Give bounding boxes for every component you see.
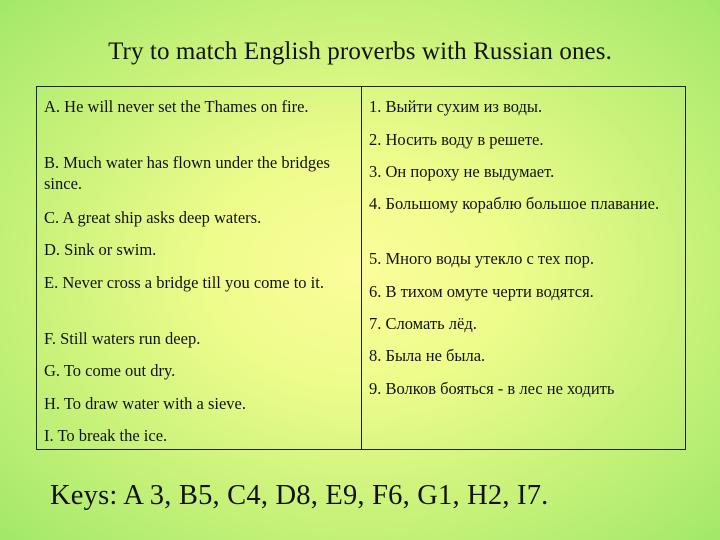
english-proverb-h: H. To draw water with a sieve. xyxy=(44,394,246,413)
russian-proverb-9: 9. Волков бояться - в лес не ходить xyxy=(369,379,615,398)
column-divider xyxy=(361,87,362,449)
russian-proverb-3: 3. Он пороху не выдумает. xyxy=(369,162,555,181)
english-proverb-e: E. Never cross a bridge till you come to it. xyxy=(44,273,324,292)
english-proverb-b: B. Much water has flown under the bridges since. xyxy=(44,153,330,193)
proverbs-table xyxy=(36,86,686,450)
english-proverb-a: A. He will never set the Thames on fire. xyxy=(44,97,309,116)
russian-proverb-2: 2. Носить воду в решете. xyxy=(369,130,544,149)
russian-proverb-8: 8. Была не была. xyxy=(369,346,486,365)
russian-proverb-6: 6. В тихом омуте черти водятся. xyxy=(369,282,594,301)
russian-proverb-1: 1. Выйти сухим из воды. xyxy=(369,97,543,116)
answer-keys: Keys: A 3, B5, C4, D8, E9, F6, G1, H2, I7. xyxy=(50,480,549,511)
english-proverb-f: F. Still waters run deep. xyxy=(44,329,201,348)
english-proverb-g: G. To come out dry. xyxy=(44,361,176,380)
russian-proverb-5: 5. Много воды утекло с тех пор. xyxy=(369,249,595,268)
english-proverb-i: I. To break the ice. xyxy=(44,426,168,445)
english-proverb-c: C. A great ship asks deep waters. xyxy=(44,208,262,227)
page-title: Try to match English proverbs with Russian ones. xyxy=(108,38,612,65)
english-proverb-d: D. Sink or swim. xyxy=(44,240,157,259)
russian-proverb-7: 7. Сломать лёд. xyxy=(369,314,477,333)
russian-proverb-4: 4. Большому кораблю большое плавание. xyxy=(369,194,660,213)
